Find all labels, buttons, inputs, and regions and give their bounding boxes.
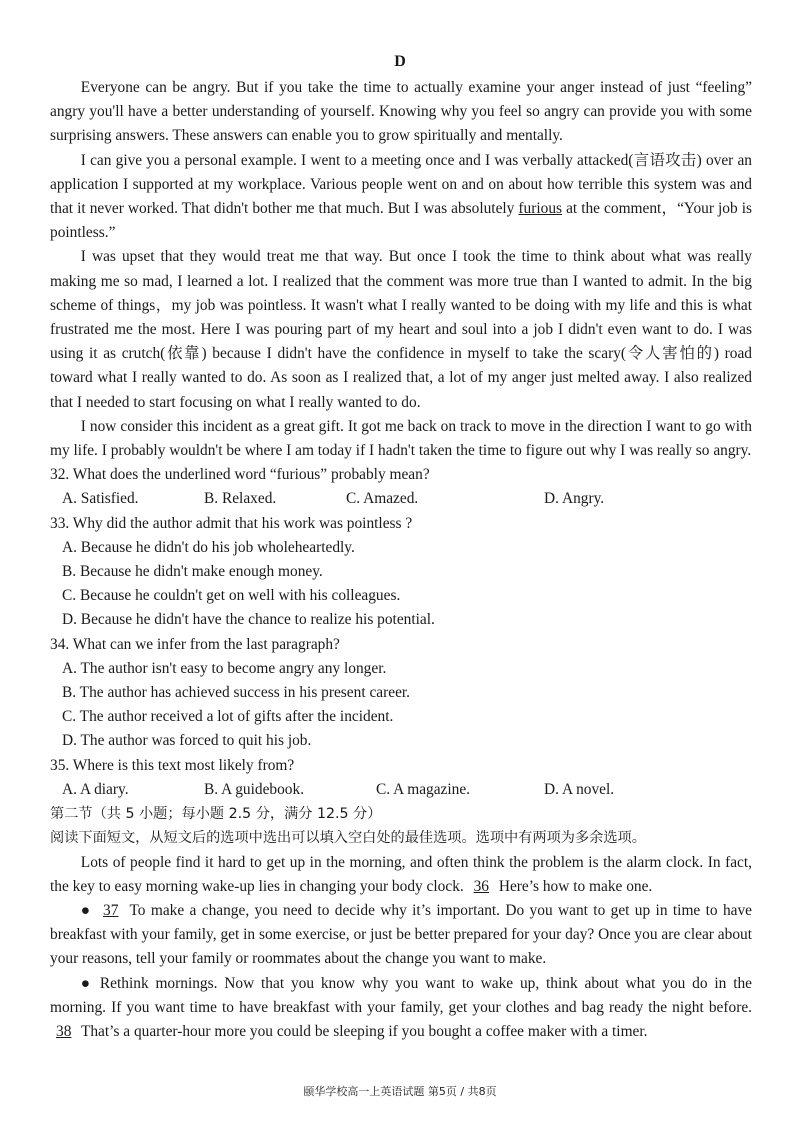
paragraph-text: Lots of people find it hard to get up in the morning, and often think the problem is the alarm clock. In fact, the key to easy morning wake-up lies in changing your body clock. (50, 853, 752, 895)
option-b: B. Because he didn't make enough money. (62, 563, 323, 581)
passage-paragraph-4: I now consider this incident as a great gift. It got me back on track to move in the direction I want to go with my life. I probably wouldn't be where I am today if I hadn't taken the time to figure out why I was really so angry. (50, 417, 752, 460)
bullet-icon: ● (80, 901, 92, 919)
option-d: D. Because he didn't have the chance to realize his potential. (62, 611, 435, 629)
question-33-stem: 33. Why did the author admit that his work was pointless ? (50, 514, 413, 532)
page-footer: 颐华学校高一上英语试题 第5页 / 共8页 (303, 1085, 497, 1098)
section-2-heading: 第二节（共 5 小题；每小题 2.5 分，满分 12.5 分） (50, 806, 382, 823)
option-b: B. The author has achieved success in his present career. (62, 684, 411, 702)
option-b: B. A guidebook. (204, 780, 305, 798)
paragraph-text: I can give you a personal example. I went to a meeting once and I was verbally attacked(言语攻击) over an application I supported at my workplace. Various people went on and on about how terrible this system was and that it never worked. That didn't bother me that much. But I was absolutely (50, 151, 752, 218)
option-c: C. Amazed. (346, 490, 419, 508)
passage-paragraph-2 (50, 149, 752, 246)
option-d: D. A novel. (544, 780, 615, 798)
option-a: A. Because he didn't do his job wholeheartedly. (62, 538, 355, 556)
option-d: D. The author was forced to quit his job. (62, 732, 312, 750)
passage-paragraph-1: Everyone can be angry. But if you take the time to actually examine your anger instead of just “feeling” angry you'll have a better understanding of yourself. Knowing why you feel so angry can provide you with some surprising answers. These answers can enable you to grow spiritually and mentally. (50, 79, 752, 145)
blank-37: 37 (103, 901, 119, 919)
paragraph-text: Here’s how to make one. (494, 877, 653, 895)
option-c: C. The author received a lot of gifts after the incident. (62, 708, 394, 726)
paragraph-text: That’s a quarter-hour more you could be sleeping if you bought a coffee maker with a timer. (77, 1022, 648, 1040)
option-a: A. A diary. (62, 780, 129, 798)
paragraph-text: at the comment，“Your job is pointless.” (50, 200, 752, 242)
option-b: B. Relaxed. (204, 490, 277, 508)
blank-36: 36 (473, 877, 489, 895)
question-35-options (62, 778, 752, 802)
cloze-paragraph-2 (50, 899, 752, 972)
question-32-options (62, 487, 752, 511)
option-c: C. A magazine. (376, 780, 471, 798)
option-d: D. Angry. (544, 490, 605, 508)
section-title: D (394, 53, 406, 70)
content-body (50, 76, 752, 1044)
question-32-stem: 32. What does the underlined word “furious” probably mean? (50, 466, 430, 484)
section-2-instruction: 阅读下面短文，从短文后的选项中选出可以填入空白处的最佳选项。选项中有两项为多余选项。 (50, 830, 646, 847)
blank-38: 38 (56, 1022, 72, 1040)
option-a: A. The author isn't easy to become angry any longer. (62, 659, 387, 677)
option-a: A. Satisfied. (62, 490, 139, 508)
question-35-stem: 35. Where is this text most likely from? (50, 756, 295, 774)
option-c: C. Because he couldn't get on well with his colleagues. (62, 587, 401, 605)
paragraph-text: To make a change, you need to decide why it’s important. Do you want to get up in time to have breakfast with your family, get in some exercise, or just be better prepared for your day? Once you are clear about your reasons, tell your family or roommates about the change you want to make. (50, 901, 753, 968)
underlined-word: furious (518, 200, 563, 218)
cloze-paragraph-1 (50, 851, 752, 899)
cloze-paragraph-3 (50, 972, 752, 1045)
question-34-stem: 34. What can we infer from the last paragraph? (50, 635, 340, 653)
paragraph-text: ● Rethink mornings. Now that you know why you want to wake up, think about what you do in the morning. If you want time to have breakfast with your family, get your clothes and bag ready the night before. (50, 974, 752, 1016)
passage-paragraph-3: I was upset that they would treat me that way. But once I took the time to think about what was really making me so mad, I learned a lot. I realized that the comment was more true than I wanted to admit. In the big scheme of things，my job was pointless. It wasn't what I really wanted to be doing with my life and this is what frustrated me the most. Here I was pouring part of my heart and soul into a job I didn't even want to do. I was using it as crutch(依靠) because I didn't have the confidence in myself to take the scary(令人害怕的) road toward what I really wanted to do. As soon as I realized that, a lot of my anger just melted away. I also realized that I needed to start focusing on what I really wanted to do. (50, 248, 752, 411)
